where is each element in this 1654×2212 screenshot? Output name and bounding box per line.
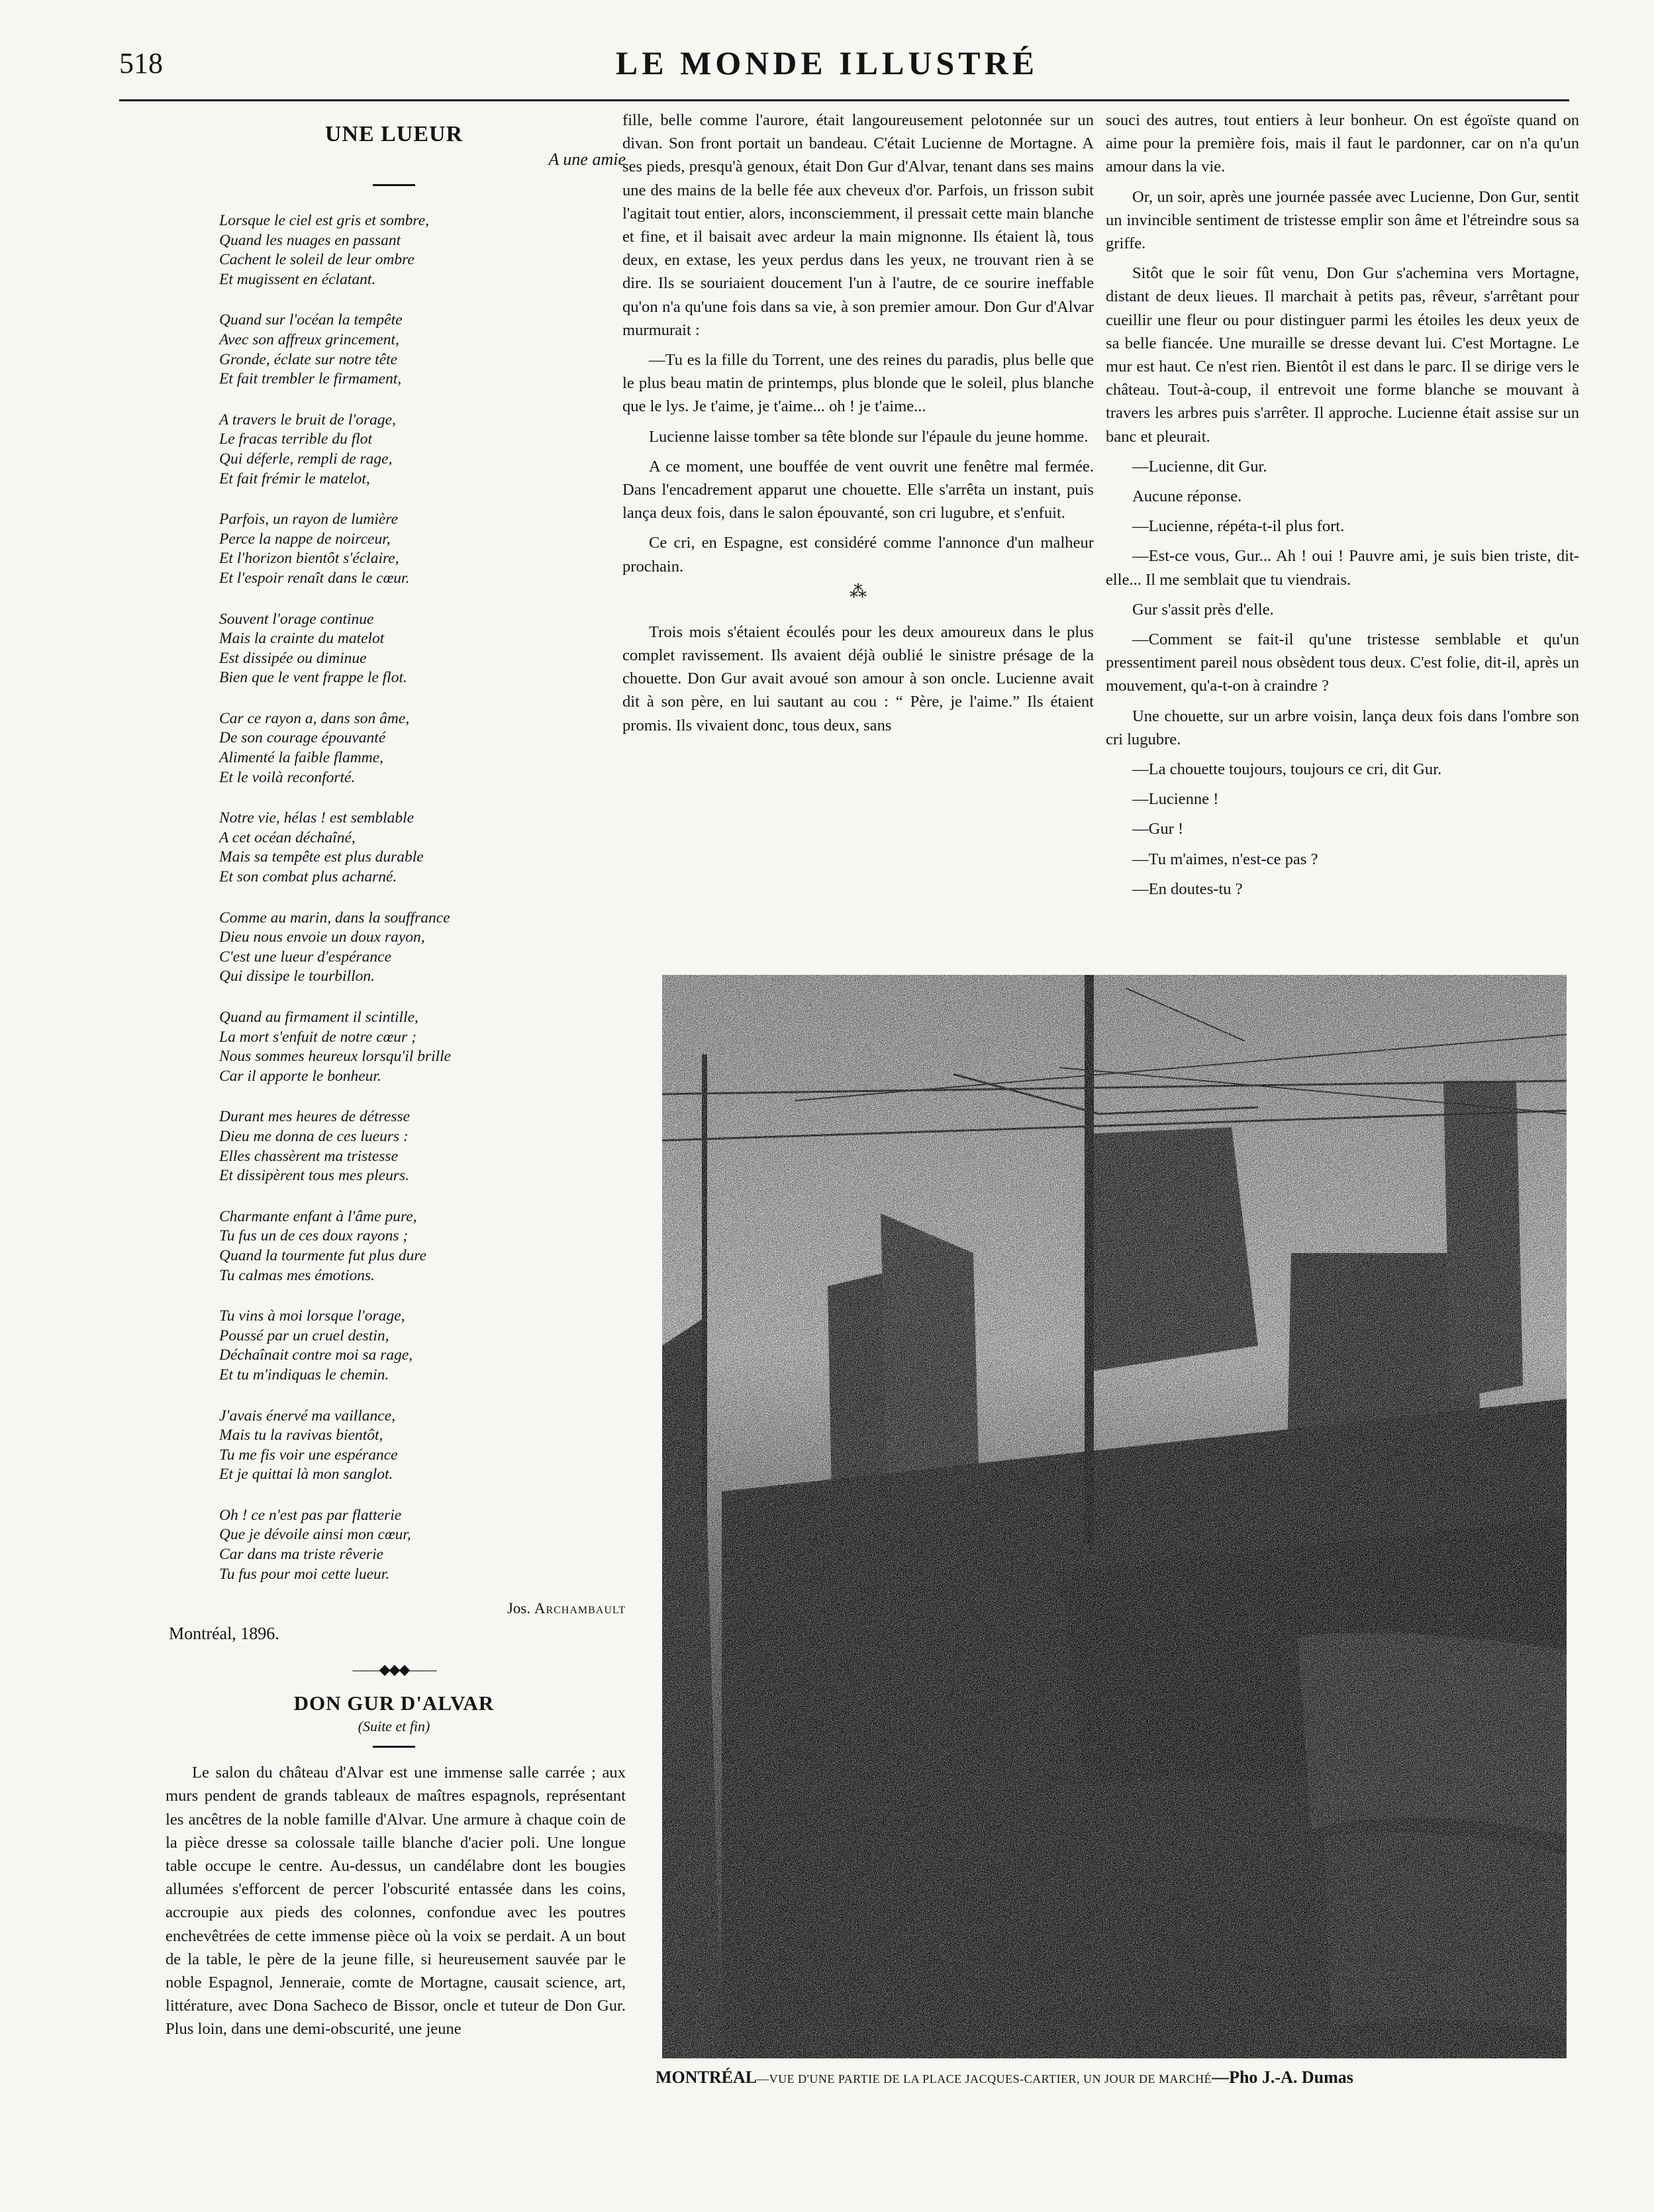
story-paragraph: —Lucienne ! (1132, 790, 1219, 809)
story-paragraph: A ce moment, une bouffée de vent ouvrit une fenêtre mal fermée. Dans l'encadrement apparut une chouette. Elle s'arrêta un instant, puis lança deux fois, dans le salon épouvanté, son cri lugubre, et s'enfuit. (622, 457, 1094, 523)
poem-line: Alimenté la faible flamme, (219, 749, 384, 767)
poem-place-date: Montréal, 1896. (169, 1624, 279, 1644)
poem-line: C'est une lueur d'espérance (219, 948, 392, 966)
poem-line: Car ce rayon a, dans son âme, (219, 709, 410, 727)
poem-stanza (219, 510, 626, 588)
poem-line: Bien que le vent frappe le flot. (219, 669, 407, 687)
story-title: DON GUR D'ALVAR (293, 1691, 495, 1715)
poem-line: Charmante enfant à l'âme pure, (219, 1207, 417, 1225)
author-surname: Archambault (534, 1600, 626, 1617)
caption-credit: —Pho J.-A. Dumas (1212, 2068, 1353, 2087)
story-paragraph: Une chouette, sur un arbre voisin, lança deux fois dans l'ombre son cri lugubre. (1106, 707, 1579, 748)
poem-line: Et dissipèrent tous mes pleurs. (219, 1167, 409, 1185)
poem-stanza (219, 211, 626, 289)
story-paragraph: Le salon du château d'Alvar est une immense salle carrée ; aux murs pendent de grands tableaux de maîtres espagnols, représentant les ancêtres de la noble famille d'Alvar. Une armure à chaque coin de la pièce dresse sa colossale taille blanche d'acier poli. Une longue table occupe le centre. Au-dessus, un candélabre dont les bougies allumées s'efforcent de percer l'obscurité entassée dans les coins, accroupie aux pieds des colonnes, confondue avec les poutres enchevêtrées de cette immense pièce où la voix se perdait. A un bout de la table, le père de la jeune fille, si heureusement sauvée par le noble Espagnol, Jenneraie, comte de Mortagne, causait science, art, littérature, avec Dona Sacheco de Bissor, oncle et tuteur de Don Gur. Plus loin, dans une demi-obscurité, une jeune (166, 1764, 626, 2038)
poem-line: Souvent l'orage continue (219, 610, 374, 628)
story-column-3 (1106, 109, 1579, 901)
story-paragraph: —Lucienne, répéta-t-il plus fort. (1132, 517, 1345, 536)
author-initial: Jos. (507, 1600, 531, 1617)
poem-line: Le fracas terrible du flot (219, 430, 373, 448)
poem-body (219, 211, 626, 1584)
poem-line: La mort s'enfuit de notre cœur ; (219, 1028, 416, 1046)
market-square-photo (662, 975, 1567, 2058)
poem-line: Car dans ma triste rêverie (219, 1546, 384, 1564)
poem-line: Mais sa tempête est plus durable (219, 848, 424, 866)
poem-line: A travers le bruit de l'orage, (219, 411, 396, 428)
poem-line: Notre vie, hélas ! est semblable (219, 809, 414, 827)
story-paragraph: —Lucienne, dit Gur. (1132, 457, 1267, 476)
story-column-1 (162, 1761, 626, 2040)
story-paragraph: —En doutes-tu ? (1132, 880, 1243, 898)
poem-line: Que je dévoile ainsi mon cœur, (219, 1526, 411, 1544)
story-paragraph: Lucienne laisse tomber sa tête blonde sur l'épaule du jeune homme. (649, 427, 1089, 446)
poem-stanza (219, 311, 626, 389)
caption-place: MONTRÉAL (656, 2068, 757, 2087)
poem-line: Tu me fis voir une espérance (219, 1446, 398, 1464)
poem-stanza (219, 1207, 626, 1285)
poem-line: Quand au firmament il scintille, (219, 1009, 418, 1026)
story-paragraph: —Gur ! (1132, 820, 1184, 838)
masthead: LE MONDE ILLUSTRÉ (615, 44, 1039, 81)
poem-signature (162, 1600, 626, 1617)
poem-line: Avec son affreux grincement, (219, 330, 399, 348)
poem-line: Quand la tourmente fut plus dure (219, 1246, 427, 1264)
story-paragraph: —La chouette toujours, toujours ce cri, dit Gur. (1132, 760, 1442, 779)
story-paragraph: Aucune réponse. (1132, 487, 1242, 506)
poem-line: Comme au marin, dans la souffrance (219, 909, 450, 927)
poem-line: Tu fus pour moi cette lueur. (219, 1565, 390, 1583)
poem-line: Qui dissipe le tourbillon. (219, 968, 375, 985)
poem-line: Dieu nous envoie un doux rayon, (219, 929, 425, 946)
story-paragraph: Sitôt que le soir fût venu, Don Gur s'achemina vers Mortagne, distant de deux lieues. Il marchait à petits pas, rêveur, s'arrêtant pour cueillir une fleur ou pour distinguer parmi les étoiles les deux yeux de sa belle fiancée. Une muraille se dresse devant lui. C'est Mortagne. Le mur est haut. Ce n'est rien. Bientôt il est dans le parc. Il se dirige vers le château. Tout-à-coup, il entrevoit une forme blanche se mouvant à travers les arbres puis s'arrêter. Il approche. Lucienne était assise sur un banc et pleurait. (1106, 264, 1579, 446)
poem-line: De son courage épouvanté (219, 729, 386, 747)
poem-line: Perce la nappe de noirceur, (219, 530, 391, 548)
story-paragraph: —Tu m'aimes, n'est-ce pas ? (1132, 850, 1318, 868)
poem-line: J'avais énervé ma vaillance, (219, 1407, 396, 1425)
poem-stanza (219, 709, 626, 787)
poem-line: Nous sommes heureux lorsqu'il brille (219, 1048, 452, 1066)
poem-stanza (219, 1407, 626, 1485)
story-paragraph: Or, un soir, après une journée passée avec Lucienne, Don Gur, sentit un invincible sentiment de tristesse emplir son âme et l'étreindre sous sa griffe. (1106, 187, 1579, 253)
poem-line: Oh ! ce n'est pas par flatterie (219, 1506, 402, 1524)
story-paragraph: —Tu es la fille du Torrent, une des reines du paradis, plus belle que le plus beau matin de printemps, plus blonde que le soleil, plus blanche que le lys. Je t'aime, je t'aime... oh ! je t'aime... (622, 351, 1094, 416)
poem-line: Et fait frémir le matelot, (219, 470, 370, 487)
poem-line: Et fait trembler le firmament, (219, 370, 402, 388)
poem-title: UNE LUEUR (324, 122, 463, 146)
poem-stanza (219, 1307, 626, 1385)
poem-line: Et je quittai là mon sanglot. (219, 1466, 393, 1483)
story-column-2-bottom (622, 621, 1094, 737)
story-paragraph: Ce cri, en Espagne, est considéré comme l'annonce d'un malheur prochain. (622, 534, 1094, 576)
poem-line: Mais tu la ravivas bientôt, (219, 1427, 383, 1444)
section-ornament: ——◆◆◆—— (352, 1661, 436, 1678)
poem-stanza (219, 1107, 626, 1185)
poem-line: Tu fus un de ces doux rayons ; (219, 1227, 409, 1245)
poem-line: Quand les nuages en passant (219, 231, 401, 249)
poem-stanza (219, 1506, 626, 1584)
story-paragraph: souci des autres, tout entiers à leur bonheur. On est égoïste quand on aime pour la première fois, mais il faut le pardonner, car on n'a qu'un amour dans la vie. (1106, 111, 1579, 176)
poem-line: Parfois, un rayon de lumière (219, 511, 398, 528)
story-paragraph: fille, belle comme l'aurore, était langoureusement pelotonnée sur un divan. Son front portait un bandeau. C'était Lucienne de Mortagne. A ses pieds, presqu'à genoux, était Don Gur d'Alvar, tenant dans ses mains une des mains de la belle fée aux cheveux d'or. Parfois, un frisson subit l'agitait tout entier, alors, inconsciemment, il pressait cette main blanche et fine, et il baisait avec ardeur la main mignonne. Ils étaient là, tous deux, en extase, les yeux perdus dans les yeux, ne trouvant rien à se dire. Ils se souriaient doucement l'un à l'autre, de ce sourire ineffable qu'on n'a qu'une fois dans sa vie, à son premier amour. Don Gur d'Alvar murmurait : (622, 111, 1094, 339)
poem-line: Tu calmas mes émotions. (219, 1266, 375, 1284)
header-rule (119, 99, 1569, 101)
poem-line: Déchaînait contre moi sa rage, (219, 1346, 413, 1364)
poem-line: Quand sur l'océan la tempête (219, 311, 403, 329)
poem-line: Et l'horizon bientôt s'éclaire, (219, 550, 399, 568)
poem-dedication: A une amie (548, 150, 626, 169)
poem-stanza (219, 909, 626, 987)
story-title-rule (373, 1746, 415, 1748)
title-rule (373, 184, 415, 186)
poem-line: Et l'espoir renaît dans le cœur. (219, 569, 410, 587)
poem-stanza (219, 809, 626, 887)
poem-stanza (219, 610, 626, 688)
page-number: 518 (119, 47, 163, 79)
story-paragraph: —Comment se fait-il qu'une tristesse semblable et qu'un pressentiment pareil nous obsèdent tous deux. C'est folie, dit-il, après un mouvement, qu'a-t-on à craindre ? (1106, 630, 1579, 695)
photo-image (662, 975, 1567, 2058)
poem-line: A cet océan déchaîné, (219, 829, 356, 846)
column-1 (162, 113, 626, 2041)
poem-line: Dieu me donna de ces lueurs : (219, 1127, 409, 1145)
photo-caption (656, 2068, 1582, 2087)
story-paragraph: Gur s'assit près d'elle. (1132, 600, 1274, 619)
poem-line: Gronde, éclate sur notre tête (219, 350, 398, 368)
poem-stanza (219, 1008, 626, 1086)
column-2 (622, 109, 1094, 744)
story-paragraph: Trois mois s'étaient écoulés pour les deux amoureux dans le plus complet ravissement. Ils avaient déjà oublié le sinistre présage de la chouette. Don Gur avait avoué son amour à son oncle. Lucienne avait dit à son père, en lui sautant au cou : “ Père, je l'aime.” Ils étaient promis. Ils vivaient donc, tous deux, sans (622, 623, 1094, 734)
poem-line: Et tu m'indiquas le chemin. (219, 1366, 389, 1383)
poem-line: Et mugissent en éclatant. (219, 270, 376, 288)
story-paragraph: —Est-ce vous, Gur... Ah ! oui ! Pauvre ami, je suis bien triste, dit-elle... Il me semblait que tu viendrais. (1106, 547, 1579, 589)
poem-stanza (219, 411, 626, 489)
poem-line: Cachent le soleil de leur ombre (219, 251, 414, 269)
poem-line: Est dissipée ou diminue (219, 649, 367, 667)
poem-line: Mais la crainte du matelot (219, 630, 385, 648)
poem-line: Et son combat plus acharné. (219, 868, 397, 886)
poem-line: Car il apporte le bonheur. (219, 1067, 381, 1085)
asterism-divider: ⁂ (850, 581, 867, 601)
story-subtitle: (Suite et fin) (358, 1718, 430, 1735)
poem-line: Lorsque le ciel est gris et sombre, (219, 212, 429, 229)
poem-line: Elles chassèrent ma tristesse (219, 1147, 398, 1165)
poem-line: Tu vins à moi lorsque l'orage, (219, 1307, 405, 1325)
caption-description: —VUE D'UNE PARTIE DE LA PLACE JACQUES-CARTIER, UN JOUR DE MARCHÉ (757, 2072, 1212, 2086)
story-column-2-top (622, 109, 1094, 578)
poem-line: Qui déferle, rempli de rage, (219, 450, 393, 468)
column-3 (1106, 109, 1579, 907)
poem-line: Durant mes heures de détresse (219, 1108, 411, 1126)
poem-line: Et le voilà reconforté. (219, 768, 356, 786)
poem-line: Poussé par un cruel destin, (219, 1327, 389, 1344)
